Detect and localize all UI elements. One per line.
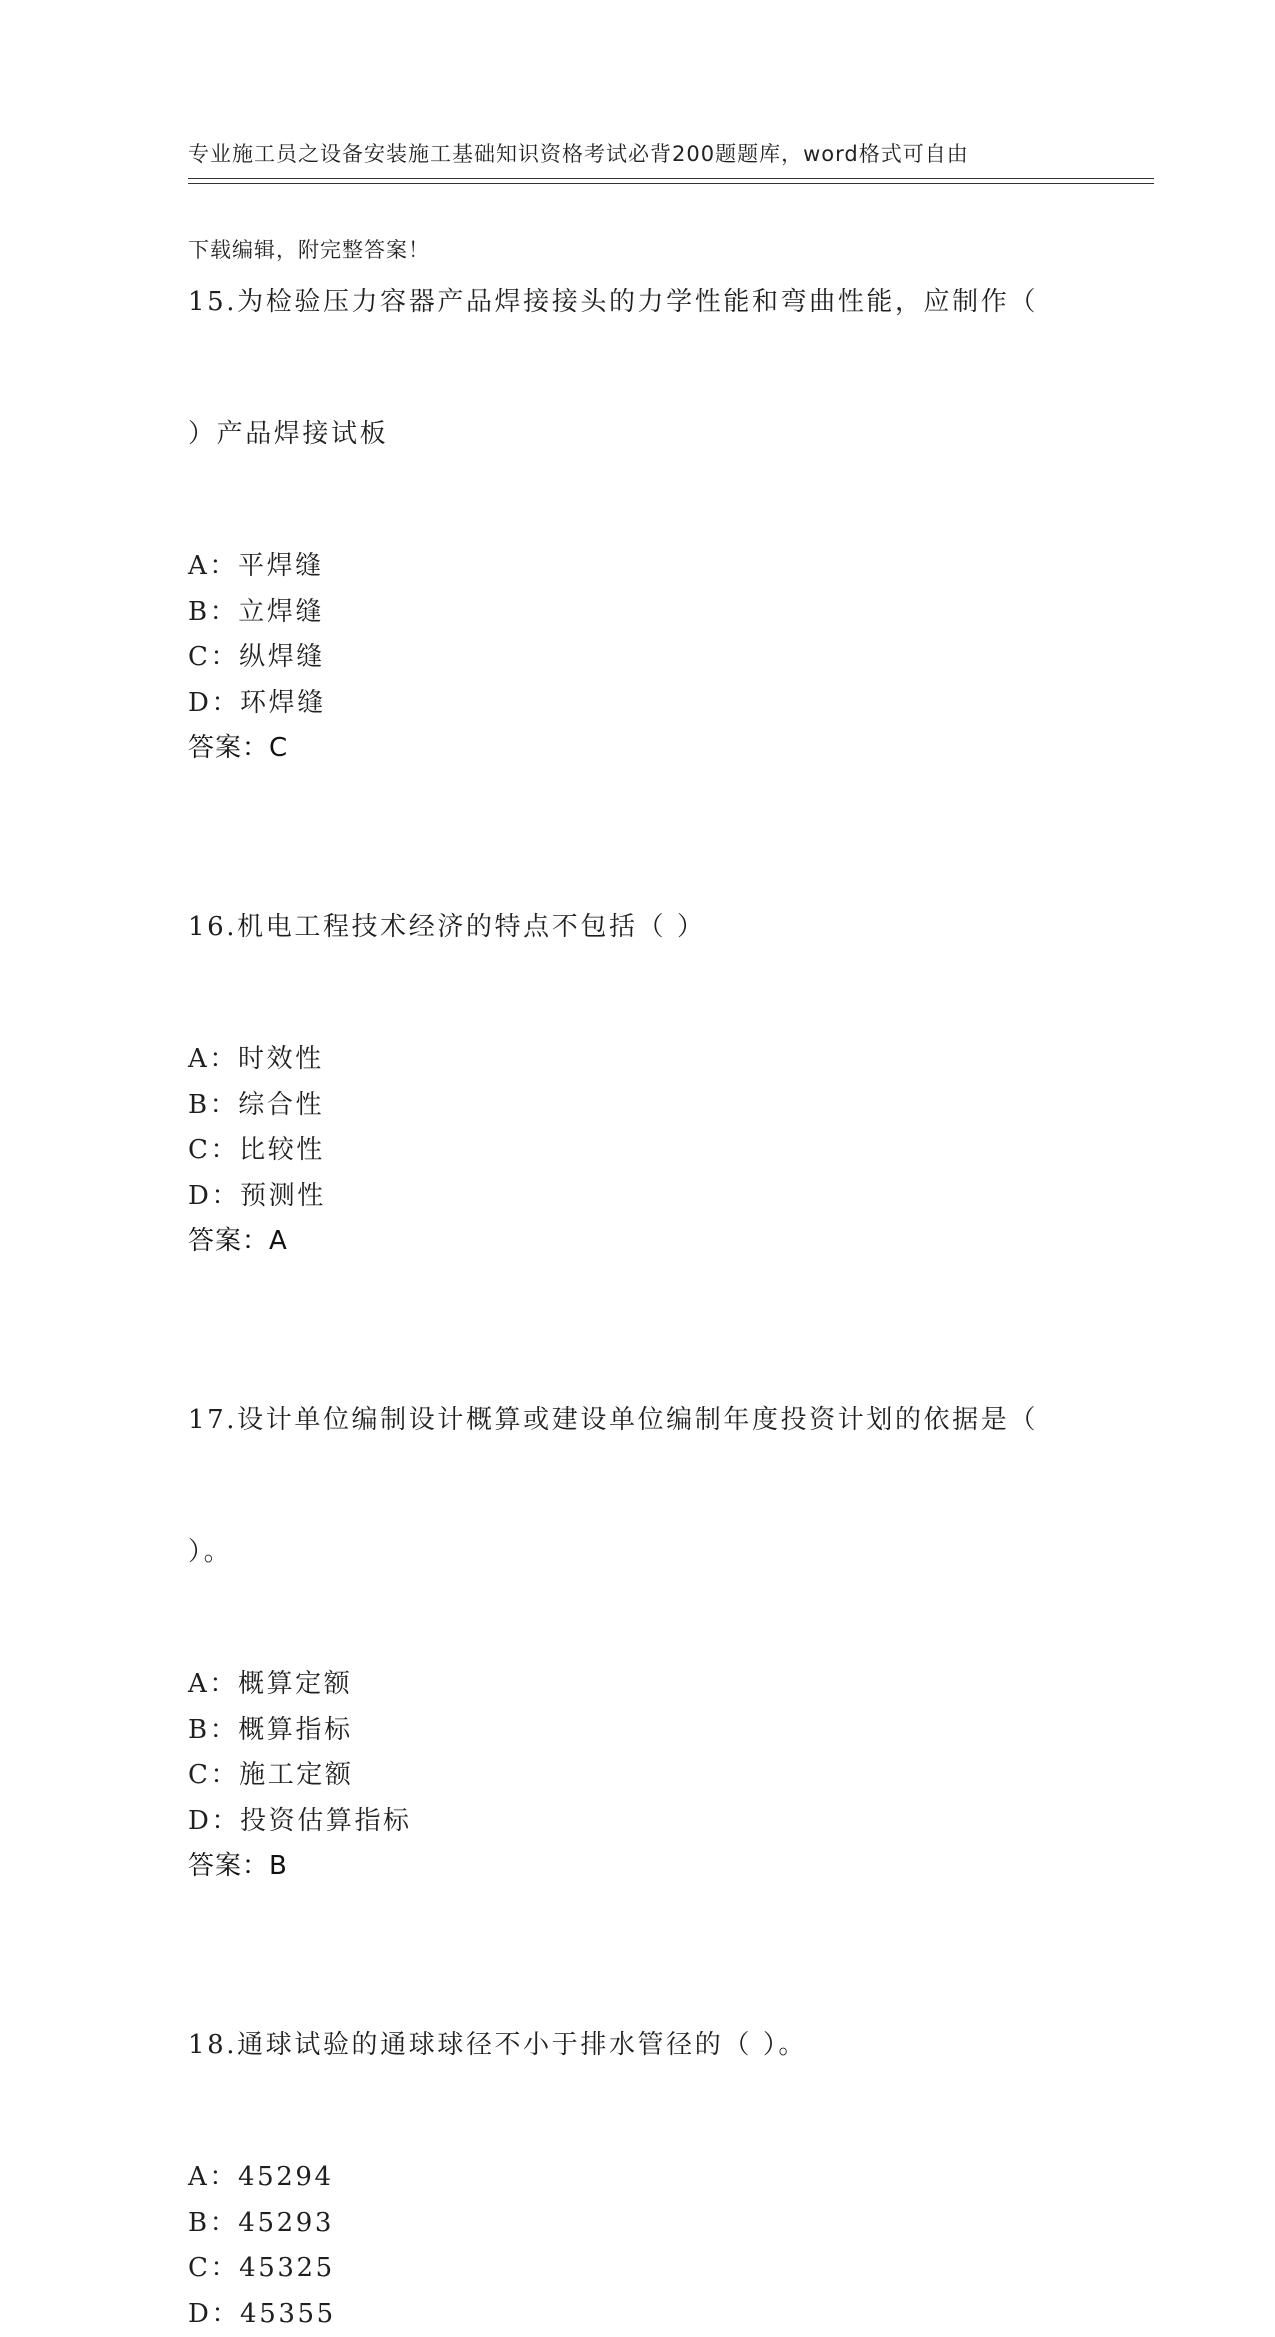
header-divider-top — [188, 178, 1154, 179]
option-d: D：投资估算指标 — [188, 1799, 1088, 1845]
option-a: A：概算定额 — [188, 1662, 1088, 1708]
question-stem — [188, 1935, 1088, 2155]
question-stem — [188, 817, 1088, 1037]
question-spacer — [188, 1264, 1088, 1310]
option-b: B：立焊缝 — [188, 590, 1088, 636]
question-stem-line-1: 16.机电工程技术经济的特点不包括（ ） — [188, 905, 1088, 949]
question-18 — [188, 1935, 1088, 2337]
header-line-1: 专业施工员之设备安装施工基础知识资格考试必背200题题库，word格式可自由 — [188, 138, 1088, 170]
question-stem-line-1: 15.为检验压力容器产品焊接接头的力学性能和弯曲性能，应制作（ — [188, 280, 1088, 324]
option-b: B：综合性 — [188, 1083, 1088, 1129]
question-stem — [188, 1310, 1088, 1662]
answer-label: 答案：A — [188, 1219, 1088, 1264]
question-15 — [188, 192, 1088, 771]
option-d: D：45355 — [188, 2292, 1088, 2337]
header-line-2: 下载编辑，附完整答案！ — [188, 234, 1088, 266]
option-a: A：45294 — [188, 2155, 1088, 2201]
question-stem-line-2: ）。 — [188, 1530, 1088, 1574]
option-c: C：比较性 — [188, 1128, 1088, 1174]
option-d: D：环焊缝 — [188, 681, 1088, 727]
header-divider-bottom — [188, 183, 1154, 184]
question-16 — [188, 817, 1088, 1264]
option-b: B：45293 — [188, 2201, 1088, 2247]
question-17 — [188, 1310, 1088, 1889]
option-a: A：时效性 — [188, 1037, 1088, 1083]
option-c: C：纵焊缝 — [188, 635, 1088, 681]
question-list — [188, 192, 1088, 2337]
question-spacer — [188, 771, 1088, 817]
option-a: A：平焊缝 — [188, 544, 1088, 590]
option-c: C：45325 — [188, 2246, 1088, 2292]
question-stem-line-1: 17.设计单位编制设计概算或建设单位编制年度投资计划的依据是（ — [188, 1398, 1088, 1442]
question-stem-line-1: 18.通球试验的通球球径不小于排水管径的（ ）。 — [188, 2023, 1088, 2067]
answer-label: 答案：B — [188, 1844, 1088, 1889]
answer-label: 答案：C — [188, 726, 1088, 771]
option-b: B：概算指标 — [188, 1708, 1088, 1754]
question-stem-line-2: ）产品焊接试板 — [188, 412, 1088, 456]
option-c: C：施工定额 — [188, 1753, 1088, 1799]
question-stem — [188, 192, 1088, 544]
option-d: D：预测性 — [188, 1174, 1088, 1220]
question-spacer — [188, 1889, 1088, 1935]
